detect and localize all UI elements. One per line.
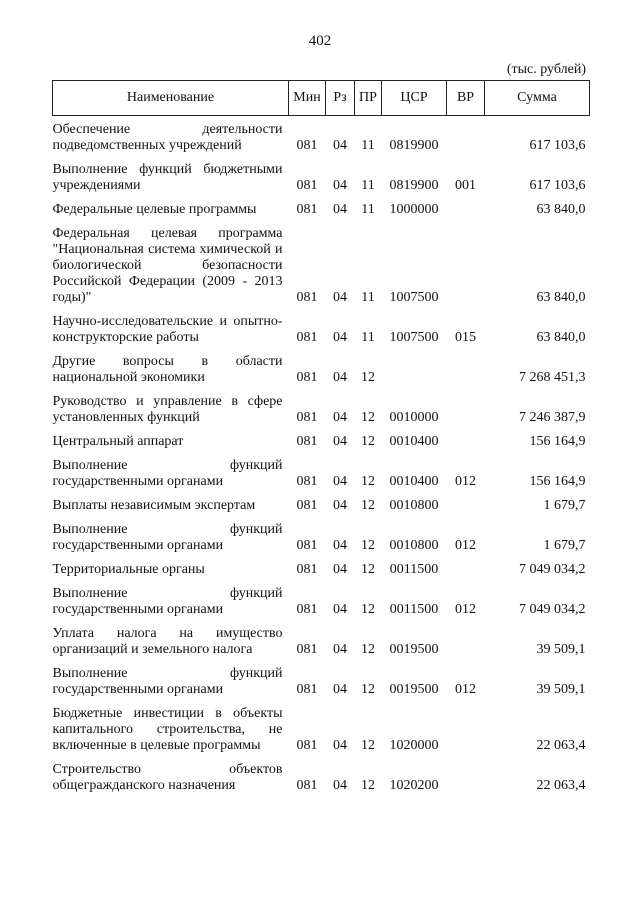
cell-min: 081 — [296, 602, 318, 617]
table-row — [53, 754, 590, 794]
cell-sum: 617 103,6 — [529, 138, 586, 153]
cell-name: Строительство объектов общегражданского назначения — [52, 762, 283, 793]
cell-vr — [447, 116, 485, 155]
cell-pr: 11 — [361, 330, 375, 345]
table-row — [53, 490, 590, 514]
cell-csr: 0010000 — [389, 410, 439, 425]
cell-vr — [447, 618, 485, 658]
cell-vr — [447, 754, 485, 794]
cell-pr: 12 — [361, 538, 375, 553]
cell-name: Выполнение функций государственными органами — [52, 666, 283, 697]
cell-sum: 39 509,1 — [536, 682, 586, 697]
cell-min: 081 — [296, 474, 318, 489]
cell-name: Выполнение функций государственными органами — [52, 586, 283, 617]
cell-name: Выполнение функций бюджетными учреждениями — [52, 162, 283, 193]
cell-pr: 12 — [361, 498, 375, 513]
cell-csr: 0819900 — [389, 138, 439, 153]
cell-csr: 1020000 — [389, 738, 439, 753]
table-row — [53, 578, 590, 618]
cell-min: 081 — [296, 138, 318, 153]
cell-sum: 22 063,4 — [536, 738, 586, 753]
cell-pr: 12 — [361, 474, 375, 489]
cell-sum: 1 679,7 — [543, 538, 586, 553]
cell-pr: 11 — [361, 290, 375, 305]
cell-pr: 11 — [361, 202, 375, 217]
cell-min: 081 — [296, 202, 318, 217]
cell-sum: 617 103,6 — [529, 178, 586, 193]
cell-min: 081 — [296, 178, 318, 193]
cell-rz: 04 — [333, 474, 347, 489]
cell-rz: 04 — [333, 682, 347, 697]
cell-pr: 12 — [361, 738, 375, 753]
cell-pr: 12 — [361, 410, 375, 425]
page-number: 402 — [308, 33, 332, 49]
cell-csr: 0011500 — [389, 562, 439, 577]
cell-csr: 0019500 — [389, 682, 439, 697]
header-name: Наименование — [53, 81, 289, 116]
cell-min: 081 — [296, 778, 318, 793]
cell-sum: 156 164,9 — [529, 474, 586, 489]
cell-min: 081 — [296, 642, 318, 657]
cell-csr: 1020200 — [389, 778, 439, 793]
table-row — [53, 218, 590, 306]
cell-sum: 22 063,4 — [536, 778, 586, 793]
cell-name: Обеспечение деятельности подведомственных учреждений — [52, 122, 283, 153]
cell-csr: 0010400 — [389, 434, 439, 449]
cell-pr: 12 — [361, 682, 375, 697]
cell-name: Руководство и управление в сфере установленных функций — [52, 394, 283, 425]
cell-rz: 04 — [333, 602, 347, 617]
cell-csr: 0010800 — [389, 538, 439, 553]
cell-min: 081 — [296, 410, 318, 425]
table-row — [53, 306, 590, 346]
cell-name: Федеральные целевые программы — [52, 202, 257, 217]
cell-rz: 04 — [333, 138, 347, 153]
cell-pr: 11 — [361, 178, 375, 193]
table-row — [53, 618, 590, 658]
budget-table — [52, 80, 590, 794]
cell-name: Бюджетные инвестиции в объекты капитального строительства, не включенные в целевые программы — [52, 706, 283, 753]
cell-pr: 12 — [361, 370, 375, 385]
table-row — [53, 346, 590, 386]
cell-vr: 001 — [455, 178, 476, 193]
cell-pr: 12 — [361, 642, 375, 657]
cell-sum: 63 840,0 — [536, 290, 586, 305]
cell-rz: 04 — [333, 434, 347, 449]
cell-vr — [447, 698, 485, 754]
cell-pr: 12 — [361, 562, 375, 577]
cell-csr: 0010400 — [389, 474, 439, 489]
cell-sum: 63 840,0 — [536, 202, 586, 217]
cell-vr — [447, 490, 485, 514]
table-row — [53, 450, 590, 490]
cell-rz: 04 — [333, 562, 347, 577]
cell-csr: 0819900 — [389, 178, 439, 193]
header-rz: Рз — [326, 81, 355, 116]
cell-name: Выполнение функций государственными органами — [52, 522, 283, 553]
table-row — [53, 154, 590, 194]
cell-name: Выплаты независимым экспертам — [52, 498, 256, 513]
cell-name: Выполнение функций государственными органами — [52, 458, 283, 489]
cell-name: Территориальные органы — [52, 562, 205, 577]
cell-min: 081 — [296, 498, 318, 513]
cell-min: 081 — [296, 370, 318, 385]
header-row — [53, 81, 590, 116]
cell-min: 081 — [296, 738, 318, 753]
cell-rz: 04 — [333, 738, 347, 753]
table-row — [53, 514, 590, 554]
cell-vr — [447, 386, 485, 426]
cell-csr: 1007500 — [389, 330, 439, 345]
cell-pr: 12 — [361, 602, 375, 617]
cell-pr: 12 — [361, 434, 375, 449]
cell-vr — [447, 194, 485, 218]
cell-csr — [382, 346, 447, 386]
cell-sum: 63 840,0 — [536, 330, 586, 345]
cell-vr — [447, 426, 485, 450]
cell-vr: 015 — [455, 330, 476, 345]
cell-vr: 012 — [455, 474, 476, 489]
cell-vr: 012 — [455, 682, 476, 697]
cell-vr — [447, 554, 485, 578]
cell-vr: 012 — [455, 602, 476, 617]
cell-rz: 04 — [333, 778, 347, 793]
cell-csr: 0011500 — [389, 602, 439, 617]
header-csr: ЦСР — [382, 81, 447, 116]
cell-min: 081 — [296, 562, 318, 577]
cell-pr: 12 — [361, 778, 375, 793]
cell-name: Другие вопросы в области национальной экономики — [52, 354, 283, 385]
table-row — [53, 386, 590, 426]
cell-sum: 156 164,9 — [529, 434, 586, 449]
cell-rz: 04 — [333, 410, 347, 425]
units-label: (тыс. рублей) — [506, 62, 586, 77]
table-row — [53, 194, 590, 218]
header-vr: ВР — [447, 81, 485, 116]
cell-pr: 11 — [361, 138, 375, 153]
cell-name: Уплата налога на имущество организаций и земельного налога — [52, 626, 283, 657]
header-min: Мин — [289, 81, 326, 116]
cell-min: 081 — [296, 682, 318, 697]
cell-rz: 04 — [333, 290, 347, 305]
cell-min: 081 — [296, 538, 318, 553]
cell-sum: 39 509,1 — [536, 642, 586, 657]
cell-vr — [447, 218, 485, 306]
cell-sum: 7 049 034,2 — [519, 602, 586, 617]
table-row — [53, 698, 590, 754]
cell-rz: 04 — [333, 330, 347, 345]
cell-name: Центральный аппарат — [52, 434, 184, 449]
cell-rz: 04 — [333, 538, 347, 553]
cell-name: Федеральная целевая программа "Национальная система химической и биологической безопасности Российской Федерации (2009 - 2013 годы)" — [52, 226, 283, 305]
cell-rz: 04 — [333, 498, 347, 513]
cell-name: Научно-исследовательские и опытно-конструкторские работы — [52, 314, 283, 345]
table-row — [53, 554, 590, 578]
header-pr: ПР — [355, 81, 382, 116]
table-row — [53, 658, 590, 698]
cell-vr — [447, 346, 485, 386]
table-body — [53, 116, 590, 795]
cell-sum: 7 049 034,2 — [519, 562, 586, 577]
cell-vr: 012 — [455, 538, 476, 553]
cell-csr: 0019500 — [389, 642, 439, 657]
cell-min: 081 — [296, 330, 318, 345]
table-row — [53, 116, 590, 155]
cell-rz: 04 — [333, 370, 347, 385]
cell-min: 081 — [296, 434, 318, 449]
cell-sum: 7 246 387,9 — [519, 410, 586, 425]
cell-sum: 7 268 451,3 — [519, 370, 586, 385]
cell-csr: 1007500 — [389, 290, 439, 305]
cell-min: 081 — [296, 290, 318, 305]
table-row — [53, 426, 590, 450]
cell-csr: 0010800 — [389, 498, 439, 513]
cell-rz: 04 — [333, 178, 347, 193]
cell-csr: 1000000 — [389, 202, 439, 217]
cell-rz: 04 — [333, 202, 347, 217]
cell-sum: 1 679,7 — [543, 498, 586, 513]
cell-rz: 04 — [333, 642, 347, 657]
header-sum: Сумма — [485, 81, 590, 116]
